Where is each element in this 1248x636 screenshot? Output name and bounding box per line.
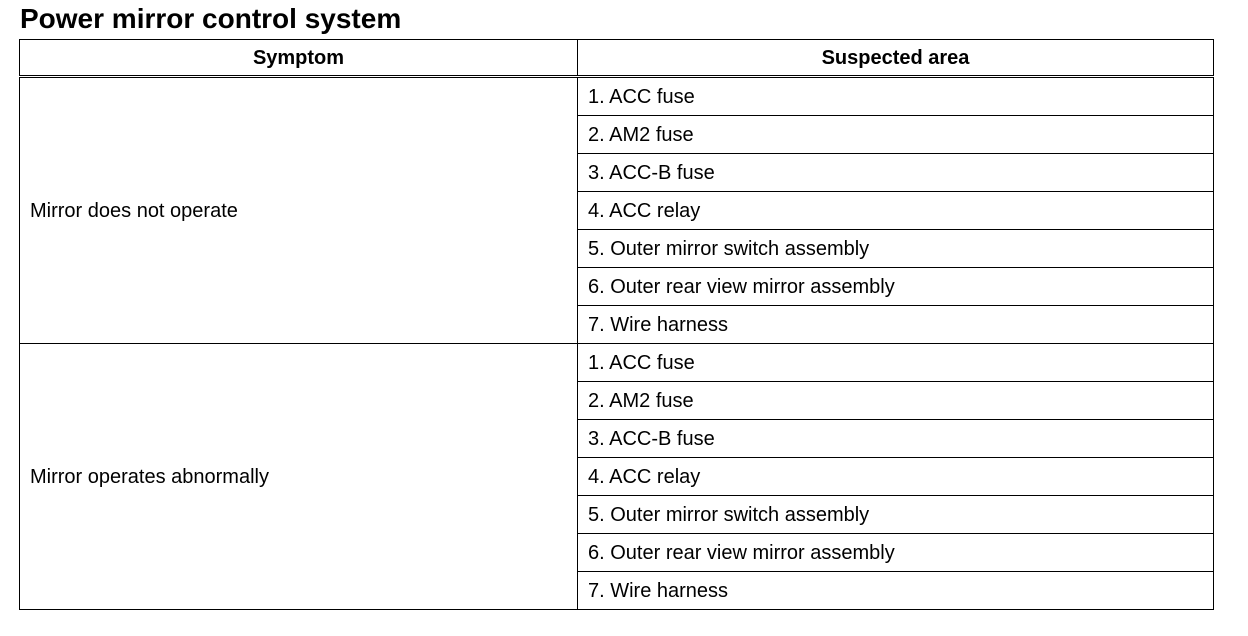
- suspected-area-cell: 5. Outer mirror switch assembly: [578, 230, 1214, 268]
- symptom-cell: Mirror operates abnormally: [20, 344, 578, 610]
- suspected-area-cell: 2. AM2 fuse: [578, 382, 1214, 420]
- suspected-area-cell: 6. Outer rear view mirror assembly: [578, 268, 1214, 306]
- suspected-area-cell: 4. ACC relay: [578, 192, 1214, 230]
- symptom-cell: Mirror does not operate: [20, 77, 578, 344]
- suspected-area-cell: 4. ACC relay: [578, 458, 1214, 496]
- suspected-area-cell: 5. Outer mirror switch assembly: [578, 496, 1214, 534]
- symptom-column-header: Symptom: [20, 40, 578, 77]
- suspected-area-cell: 2. AM2 fuse: [578, 116, 1214, 154]
- troubleshooting-table: [19, 39, 1214, 610]
- suspected-area-column-header: Suspected area: [578, 40, 1214, 77]
- suspected-area-cell: 1. ACC fuse: [578, 344, 1214, 382]
- table-row: [20, 77, 1214, 116]
- suspected-area-cell: 3. ACC-B fuse: [578, 420, 1214, 458]
- suspected-area-cell: 7. Wire harness: [578, 306, 1214, 344]
- page-title: Power mirror control system: [20, 3, 402, 34]
- table-row: [20, 344, 1214, 382]
- suspected-area-cell: 7. Wire harness: [578, 572, 1214, 610]
- header-row: [20, 40, 1214, 77]
- suspected-area-cell: 3. ACC-B fuse: [578, 154, 1214, 192]
- suspected-area-cell: 1. ACC fuse: [578, 77, 1214, 116]
- suspected-area-cell: 6. Outer rear view mirror assembly: [578, 534, 1214, 572]
